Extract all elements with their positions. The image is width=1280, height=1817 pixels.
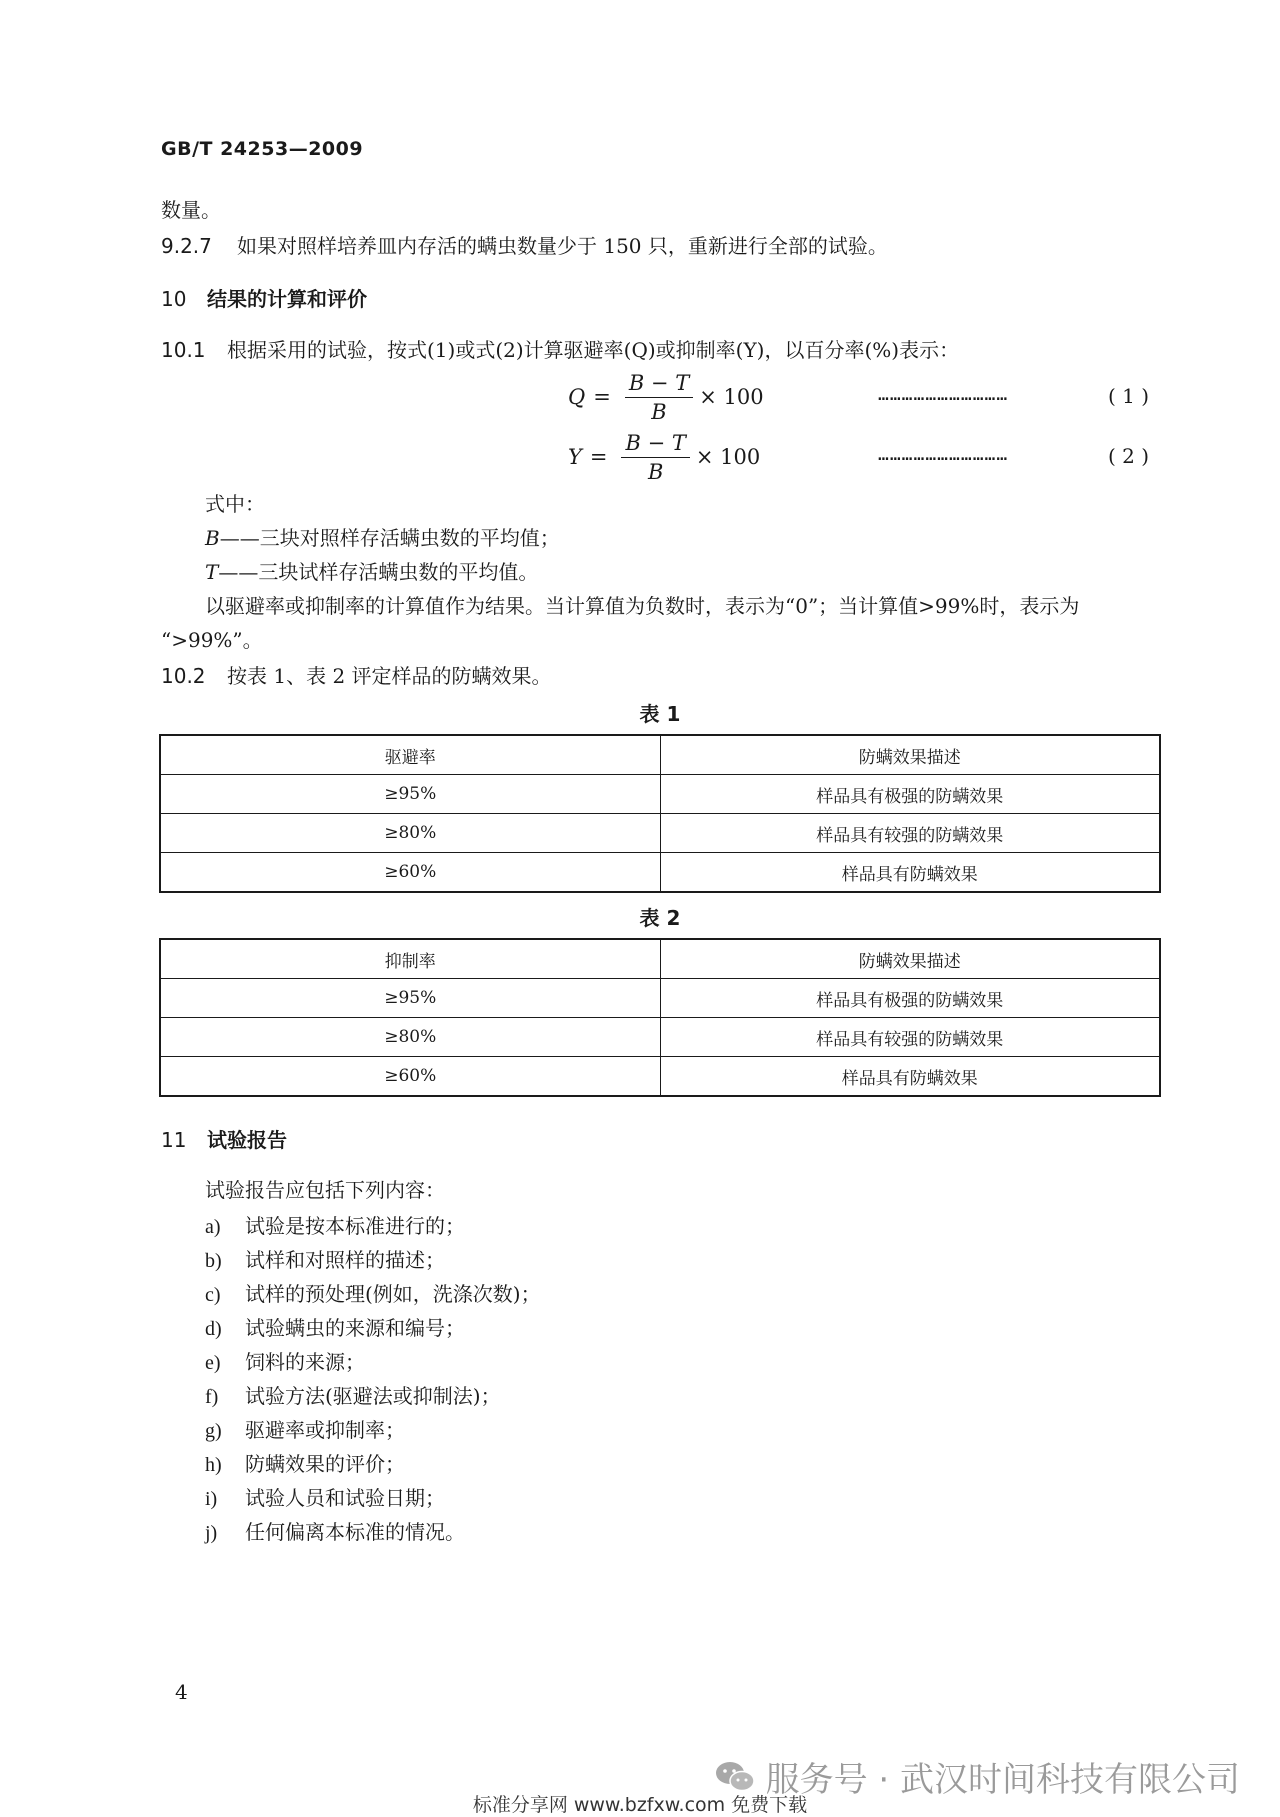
table-2-caption-wrap	[159, 902, 1161, 931]
section-title: 结果的计算和评价	[207, 287, 367, 311]
table-header-row	[160, 939, 1160, 979]
where-label: 式中：	[205, 492, 265, 516]
list-marker: j)	[205, 1522, 218, 1544]
denominator: B	[647, 459, 664, 484]
clause-9-2-7	[161, 232, 888, 260]
list-marker: c)	[205, 1284, 221, 1306]
table-cell: 样品具有防螨效果	[660, 1057, 1160, 1097]
clause-text: 如果对照样培养皿内存活的螨虫数量少于 150 只，重新进行全部的试验。	[237, 234, 888, 258]
report-intro: 试验报告应包括下列内容：	[205, 1178, 445, 1202]
list-item	[205, 1312, 465, 1341]
clause-number: 10.2	[161, 664, 206, 688]
standard-number: GB/T 24253—2009	[161, 138, 364, 160]
list-marker: b)	[205, 1250, 222, 1272]
table-cell: 样品具有防螨效果	[660, 853, 1160, 893]
list-item	[205, 1516, 465, 1545]
header-cell: 防螨效果描述	[660, 735, 1160, 775]
list-text: 驱避率或抑制率；	[245, 1418, 405, 1442]
result-text-line1: 以驱避率或抑制率的计算值作为结果。当计算值为负数时，表示为“0”；当计算值>99%时，表示为	[205, 594, 1080, 618]
section-number: 11	[161, 1128, 187, 1152]
list-marker: a)	[205, 1216, 221, 1238]
table-caption: 表 1	[639, 702, 681, 726]
definition-text: ——三块对照样存活螨虫数的平均值；	[219, 526, 560, 550]
formula-1	[568, 368, 764, 426]
formula-lhs: Y	[568, 445, 582, 469]
equals-sign: =	[593, 385, 611, 409]
table-1-caption-wrap	[159, 698, 1161, 727]
table-cell: ≥80%	[160, 1018, 660, 1057]
list-item	[205, 1380, 501, 1409]
list-text: 试验方法(驱避法或抑制法)；	[245, 1384, 501, 1408]
clause-text: 按表 1、表 2 评定样品的防螨效果。	[227, 664, 552, 688]
list-text: 试样的预处理(例如，洗涤次数)；	[245, 1282, 541, 1306]
clause-10-1	[161, 336, 959, 364]
symbol: T	[205, 560, 219, 584]
list-text: 防螨效果的评价；	[245, 1452, 405, 1476]
result-text-line2: “>99%”。	[161, 628, 263, 652]
table-cell: 样品具有较强的防螨效果	[660, 814, 1160, 853]
table-row	[160, 775, 1160, 814]
list-text: 饲料的来源；	[245, 1350, 365, 1374]
fraction	[625, 371, 693, 424]
table-caption: 表 2	[639, 906, 681, 930]
leader-dots: ……………………………	[878, 384, 1009, 405]
table-1	[159, 734, 1161, 893]
fraction	[621, 431, 689, 484]
list-text: 试样和对照样的描述；	[245, 1248, 445, 1272]
table-2	[159, 938, 1161, 1097]
list-text: 任何偏离本标准的情况。	[245, 1520, 465, 1544]
section-number: 10	[161, 287, 187, 311]
table-cell: ≥95%	[160, 775, 660, 814]
list-marker: h)	[205, 1454, 222, 1476]
table-cell: ≥95%	[160, 979, 660, 1018]
table-row	[160, 814, 1160, 853]
equals-sign: =	[589, 445, 608, 469]
list-item	[205, 1482, 445, 1511]
table-row	[160, 1018, 1160, 1057]
section-10-heading	[161, 283, 367, 312]
list-marker: e)	[205, 1352, 221, 1374]
list-text: 试验是按本标准进行的；	[245, 1214, 465, 1238]
section-11-heading	[161, 1124, 287, 1153]
formula-2	[568, 428, 760, 486]
definition-text: ——三块试样存活螨虫数的平均值。	[218, 560, 539, 584]
multiplier: × 100	[695, 445, 761, 469]
table-cell: 样品具有较强的防螨效果	[660, 1018, 1160, 1057]
table-cell: 样品具有极强的防螨效果	[660, 979, 1160, 1018]
clause-number: 9.2.7	[161, 234, 212, 258]
table-row	[160, 853, 1160, 893]
continued-text: 数量。	[161, 198, 221, 222]
list-text: 试验人员和试验日期；	[245, 1486, 445, 1510]
header-cell: 抑制率	[160, 939, 660, 979]
clause-number: 10.1	[161, 338, 206, 362]
list-marker: f)	[205, 1386, 219, 1408]
numerator: B − T	[621, 431, 689, 458]
table-row	[160, 1057, 1160, 1097]
list-item	[205, 1278, 541, 1307]
list-item	[205, 1414, 405, 1443]
list-marker: g)	[205, 1420, 222, 1442]
list-text: 试验螨虫的来源和编号；	[245, 1316, 465, 1340]
numerator: B − T	[625, 371, 693, 398]
symbol: B	[205, 526, 220, 550]
denominator: B	[651, 399, 667, 424]
formula-label-2: ( 2 )	[1108, 444, 1150, 468]
list-item	[205, 1346, 365, 1375]
list-item	[205, 1210, 465, 1239]
header-cell: 驱避率	[160, 735, 660, 775]
header-cell: 防螨效果描述	[660, 939, 1160, 979]
definition-B	[205, 524, 560, 552]
page-number: 4	[175, 1680, 188, 1704]
list-marker: i)	[205, 1488, 218, 1510]
section-title: 试验报告	[207, 1128, 287, 1152]
formula-label-1: ( 1 )	[1108, 384, 1150, 408]
multiplier: × 100	[699, 385, 764, 409]
list-item	[205, 1244, 445, 1273]
list-marker: d)	[205, 1318, 222, 1340]
table-cell: ≥60%	[160, 853, 660, 893]
list-item	[205, 1448, 405, 1477]
watermark-text: 服务号 · 武汉时间科技有限公司	[765, 1760, 1240, 1800]
table-header-row	[160, 735, 1160, 775]
formula-lhs: Q	[568, 385, 586, 409]
clause-10-2	[161, 662, 552, 690]
table-cell: 样品具有极强的防螨效果	[660, 775, 1160, 814]
leader-dots: ……………………………	[878, 444, 1009, 465]
table-cell: ≥60%	[160, 1057, 660, 1097]
footer-link-text[interactable]: 标准分享网 www.bzfxw.com 免费下载	[472, 1794, 808, 1816]
clause-text: 根据采用的试验，按式(1)或式(2)计算驱避率(Q)或抑制率(Y)，以百分率(%)表示：	[227, 338, 960, 362]
table-cell: ≥80%	[160, 814, 660, 853]
table-row	[160, 979, 1160, 1018]
definition-T	[205, 558, 538, 586]
